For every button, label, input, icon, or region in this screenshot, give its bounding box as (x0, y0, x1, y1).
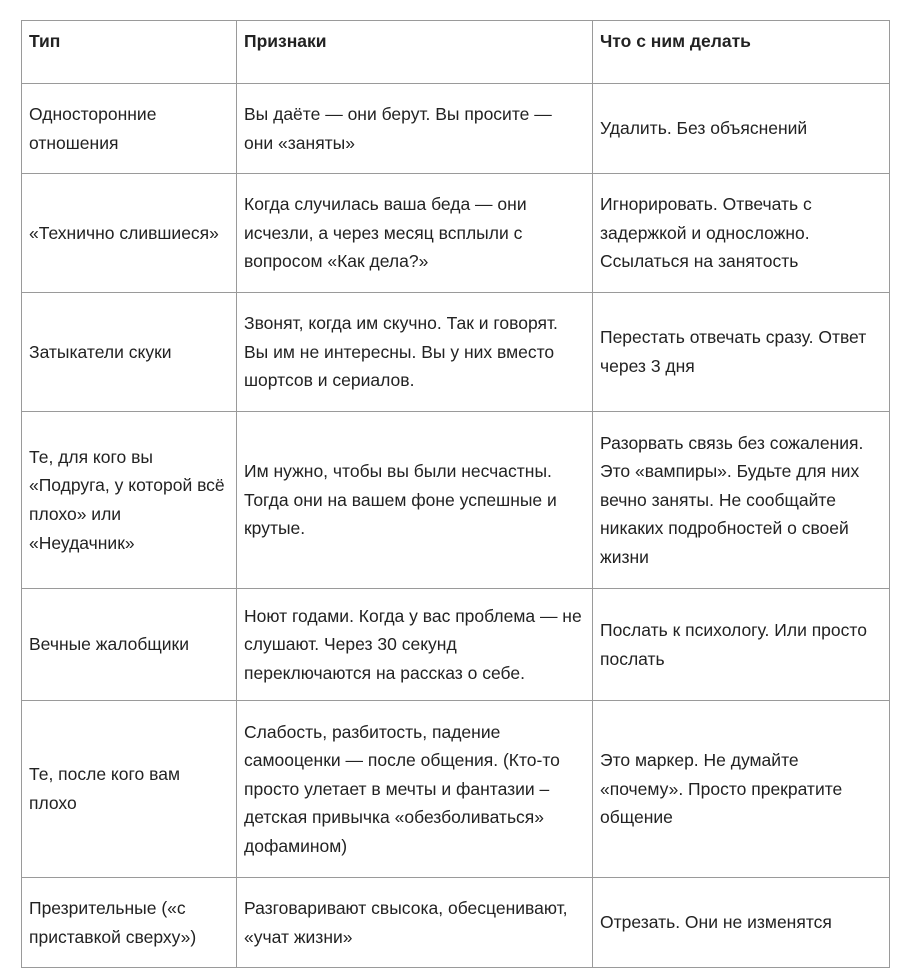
action-cell: Это маркер. Не думайте «почему». Просто прекратите общение (593, 701, 890, 878)
signs-cell: Разговаривают свысока, обесценивают, «учат жизни» (237, 878, 593, 968)
action-cell: Отрезать. Они не изменятся (593, 878, 890, 968)
action-cell: Послать к психологу. Или просто послать (593, 589, 890, 701)
type-cell: «Технично слившиеся» (22, 174, 237, 293)
signs-cell: Слабость, разбитость, падение самооценки — после общения. (Кто-то просто улетает в мечты и фантазии – детская привычка «обезболиваться» дофамином) (237, 701, 593, 878)
signs-cell: Вы даёте — они берут. Вы просите — они «заняты» (237, 84, 593, 174)
type-cell: Те, для кого вы «Подруга, у которой всё плохо» или «Неудачник» (22, 412, 237, 589)
table-row (22, 412, 890, 589)
signs-cell: Ноют годами. Когда у вас проблема — не слушают. Через 30 секунд переключаются на рассказ о себе. (237, 589, 593, 701)
type-cell: Затыкатели скуки (22, 293, 237, 412)
signs-cell: Когда случилась ваша беда — они исчезли, а через месяц всплыли с вопросом «Как дела?» (237, 174, 593, 293)
signs-cell: Им нужно, чтобы вы были несчастны. Тогда они на вашем фоне успешные и крутые. (237, 412, 593, 589)
relationship-types-table (21, 20, 890, 968)
type-cell: Те, после кого вам плохо (22, 701, 237, 878)
signs-cell: Звонят, когда им скучно. Так и говорят. Вы им не интересны. Вы у них вместо шортсов и сериалов. (237, 293, 593, 412)
type-cell: Односторонние отношения (22, 84, 237, 174)
table-row (22, 701, 890, 878)
table-row (22, 84, 890, 174)
action-cell: Удалить. Без объяснений (593, 84, 890, 174)
type-cell: Презрительные («с приставкой сверху») (22, 878, 237, 968)
table-row (22, 293, 890, 412)
header-cell-signs: Признаки (237, 21, 593, 84)
header-cell-type: Тип (22, 21, 237, 84)
table-header-row (22, 21, 890, 84)
type-cell: Вечные жалобщики (22, 589, 237, 701)
table-row (22, 174, 890, 293)
table-row (22, 878, 890, 968)
header-cell-action: Что с ним делать (593, 21, 890, 84)
action-cell: Игнорировать. Отвечать с задержкой и односложно. Ссылаться на занятость (593, 174, 890, 293)
action-cell: Перестать отвечать сразу. Ответ через 3 дня (593, 293, 890, 412)
table-row (22, 589, 890, 701)
action-cell: Разорвать связь без сожаления. Это «вампиры». Будьте для них вечно заняты. Не сообщайте никаких подробностей о своей жизни (593, 412, 890, 589)
